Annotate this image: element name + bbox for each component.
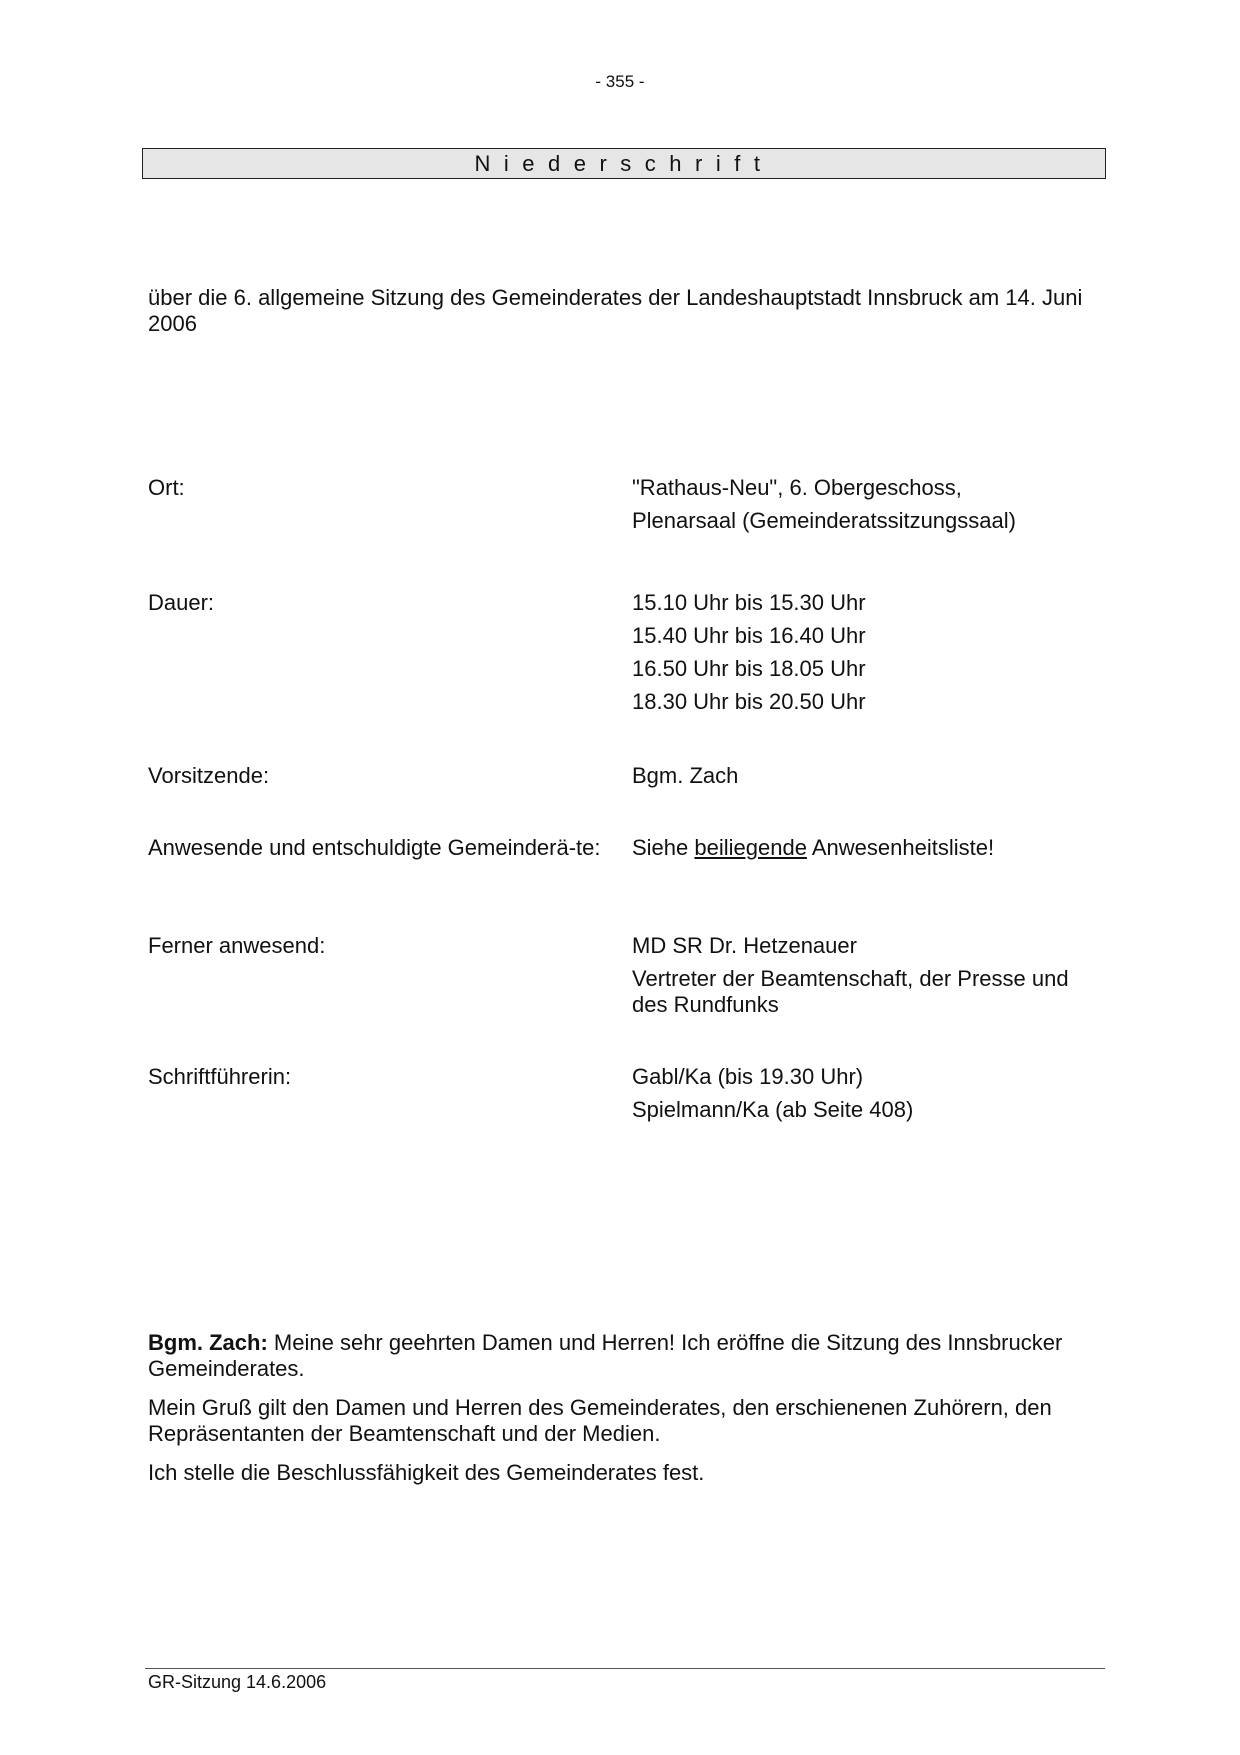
ort-line: Plenarsaal (Gemeinderatssitzungssaal)	[632, 508, 1016, 533]
speaker-name: Bgm. Zach:	[148, 1330, 268, 1355]
schrift-label: Schriftführerin:	[148, 1064, 292, 1089]
vorsitzende-line: Bgm. Zach	[632, 763, 739, 788]
vorsitzende-label: Vorsitzende:	[148, 763, 270, 788]
dauer-line: 18.30 Uhr bis 20.50 Uhr	[632, 689, 866, 714]
ferner-line: MD SR Dr. Hetzenauer	[632, 933, 857, 958]
intro-text: über die 6. allgemeine Sitzung des Gemeinderates der Landeshauptstadt Innsbruck am 14. Juni 2006	[148, 285, 1083, 336]
dauer-line: 15.40 Uhr bis 16.40 Uhr	[632, 623, 866, 648]
anwesende-suffix: Anwesenheitsliste!	[811, 835, 995, 860]
speech-text: Meine sehr geehrten Damen und Herren! Ich eröffne die Sitzung des Innsbrucker Gemeinderates.	[148, 1330, 1063, 1381]
anwesende-prefix: Siehe	[632, 835, 689, 860]
page-number: - 355 -	[595, 72, 645, 91]
dauer-line: 15.10 Uhr bis 15.30 Uhr	[632, 590, 866, 615]
schrift-value	[632, 1064, 1092, 1130]
vorsitzende-value	[632, 763, 1092, 796]
ferner-value	[632, 933, 1092, 1025]
speech-paragraph-3: Ich stelle die Beschlussfähigkeit des Gemeinderates fest.	[148, 1460, 705, 1485]
anwesende-underlined: beiliegende	[694, 835, 807, 860]
dauer-line: 16.50 Uhr bis 18.05 Uhr	[632, 656, 866, 681]
ort-value	[632, 475, 1092, 541]
ort-label: Ort:	[148, 475, 185, 500]
footer-text: GR-Sitzung 14.6.2006	[148, 1672, 327, 1692]
ferner-line: Vertreter der Beamtenschaft, der Presse und des Rundfunks	[632, 966, 1069, 1017]
schrift-line: Gabl/Ka (bis 19.30 Uhr)	[632, 1064, 864, 1089]
dauer-label: Dauer:	[148, 590, 215, 615]
ferner-label: Ferner anwesend:	[148, 933, 326, 958]
anwesende-value	[632, 835, 1092, 868]
ort-line: "Rathaus-Neu", 6. Obergeschoss,	[632, 475, 962, 500]
footer-divider	[145, 1668, 1105, 1669]
speech-paragraph-1	[148, 1330, 1108, 1382]
dauer-value	[632, 590, 1092, 722]
schrift-line: Spielmann/Ka (ab Seite 408)	[632, 1097, 914, 1122]
speech-paragraph-2: Mein Gruß gilt den Damen und Herren des Gemeinderates, den erschienenen Zuhörern, den Repräsentanten der Beamtenschaft und der Medien.	[148, 1395, 1052, 1446]
anwesende-label: Anwesende und entschuldigte Gemeinderä-te:	[148, 835, 601, 860]
document-title: Niederschrift	[142, 148, 1106, 179]
